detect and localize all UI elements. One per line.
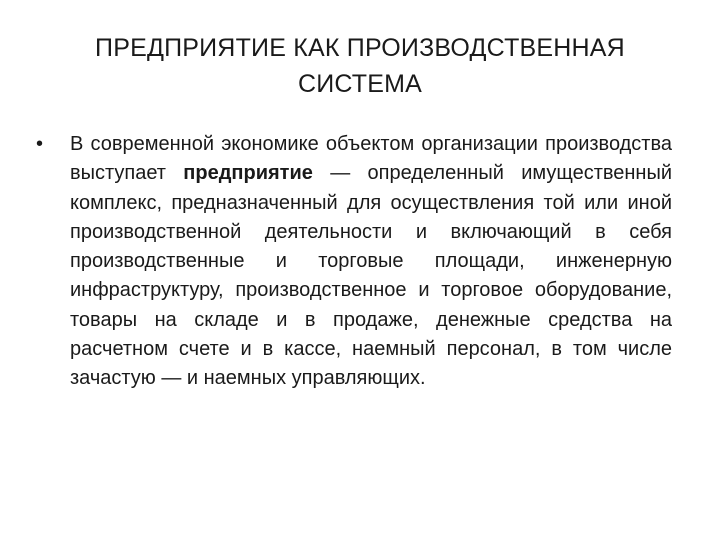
slide-title-line-1: ПРЕДПРИЯТИЕ КАК ПРОИЗВОДСТВЕННАЯ — [95, 34, 625, 62]
bullet-text-part-1: В современной экономике объектом организации производства выступает — [70, 133, 672, 185]
slide-body — [36, 130, 672, 394]
bullet-item — [36, 130, 672, 394]
slide-title-line-2: СИСТЕМА — [297, 70, 423, 98]
bullet-text-bold-term: предприятие — [183, 162, 313, 185]
bullet-text — [70, 133, 672, 389]
bullet-text-part-2: — определенный имущественный комплекс, предназначенный для осуществления той или иной производственной деятельности и включающий в себя производственные и торговые площади, инженерную инфраструктуру, производственное и торговое оборудование, товары на складе и в продаже, денежные средства на расчетном счете и в кассе, наемный персонал, в том числе зачастую — и наемных управляющих. — [70, 162, 673, 390]
bullet-icon: • — [36, 133, 44, 155]
slide-title — [40, 30, 680, 102]
